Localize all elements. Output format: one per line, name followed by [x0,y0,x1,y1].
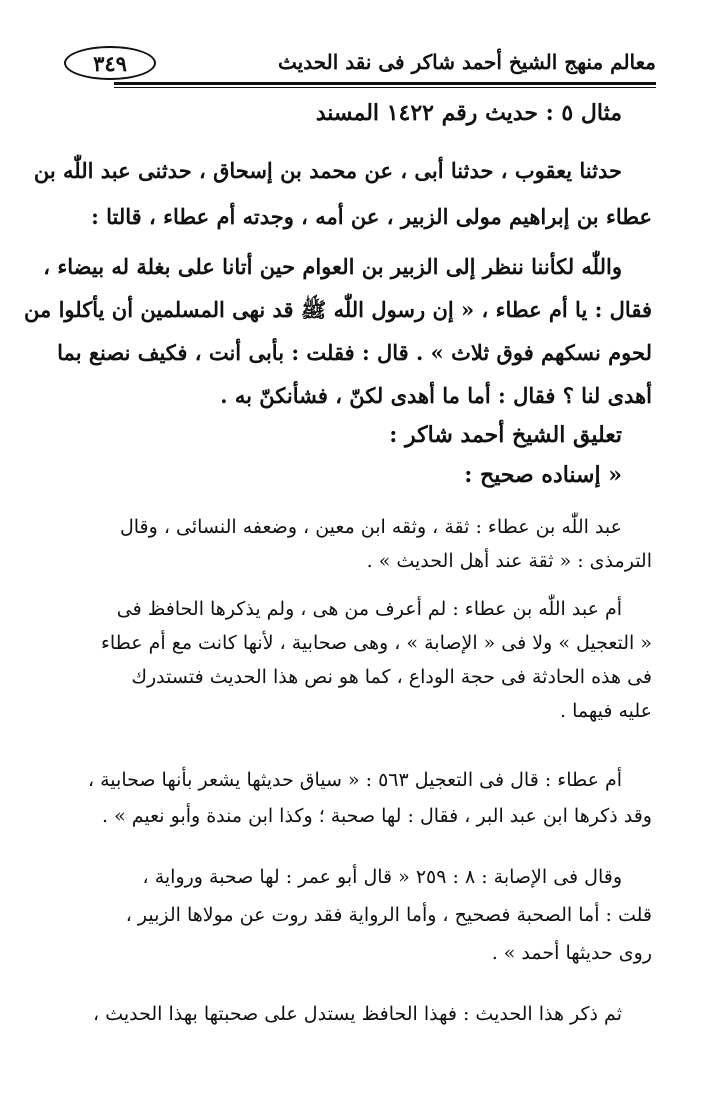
text-line: أم عطاء : قال فى التعجيل ٥٦٣ : « سياق حديثها يشعر بأنها صحابية ، [87,769,622,791]
text-line: عطاء بن إبراهيم مولى الزبير ، عن أمه ، وجدته أم عطاء ، قالتا : [91,204,652,229]
text-line: وقد ذكرها ابن عبد البر ، فقال : لها صحبة ؛ وكذا ابن مندة وأبو نعيم » . [102,805,652,827]
header-rule [114,82,656,85]
commentary-heading: تعليق الشيخ أحمد شاكر : [389,422,622,448]
text-line: واللّٰه لكأننا ننظر إلى الزبير بن العوام حين أتانا على بغلة له بيضاء ، [43,254,622,279]
text-line: أهدى لنا ؟ فقال : أما ما أهدى لكنّ ، فشأنكنّ به . [220,383,652,408]
header-rule-thin [114,87,656,88]
paragraph-2 [66,592,652,728]
text-line: وقال فى الإصابة : ٨ : ٢٥٩ « قال أبو عمر : لها صحبة ورواية ، [142,866,622,888]
page-number: ٣٤٩ [64,46,156,80]
text-line: فقال : يا أم عطاء ، « إن رسول اللّٰه ﷺ قد نهى المسلمين أن يأكلوا من [24,297,652,322]
text-line: عليه فيهما . [559,700,652,722]
text-line: ثم ذكر هذا الحديث : فهذا الحافظ يستدل على صحبتها بهذا الحديث ، [93,1003,622,1025]
hadith-isnad [33,148,652,240]
paragraph-5 [66,996,652,1032]
hadith-matn [24,245,652,417]
text-line: قلت : أما الصحبة فصحيح ، وأما الرواية فقد روت عن مولاها الزبير ، [125,904,652,926]
example-heading-block [66,100,652,126]
text-line: فى هذه الحادثة فى حجة الوداع ، كما هو نص هذا الحديث فتستدرك [131,666,652,688]
paragraph-1 [66,510,652,578]
text-line: عبد اللّٰه بن عطاء : ثقة ، وثقه ابن معين ، وضعفه النسائى ، وقال [119,516,622,538]
text-line: الترمذى : « ثقة عند أهل الحديث » . [366,550,652,572]
commentary-heading-block [66,415,652,495]
text-line: لحوم نسكهم فوق ثلاث » . قال : فقلت : بأبى أنت ، فكيف نصنع بما [57,340,652,365]
text-line: حدثنا يعقوب ، حدثنا أبى ، عن محمد بن إسحاق ، حدثنى عبد اللّٰه بن [33,158,622,183]
running-header [58,40,656,88]
example-heading: مثال ٥ : حديث رقم ١٤٢٢ المسند [315,100,622,126]
paragraph-4 [66,858,652,972]
header-title: معالم منهج الشيخ أحمد شاكر فى نقد الحديث [278,50,656,74]
isnad-judgement: « إسناده صحيح : [464,462,622,488]
paragraph-3 [66,762,652,834]
text-line: روى حديثها أحمد » . [491,942,652,964]
text-line: أم عبد اللّٰه بن عطاء : لم أعرف من هى ، ولم يذكرها الحافظ فى [116,598,622,620]
text-line: « التعجيل » ولا فى « الإصابة » ، وهى صحابية ، لأنها كانت مع أم عطاء [100,632,652,654]
